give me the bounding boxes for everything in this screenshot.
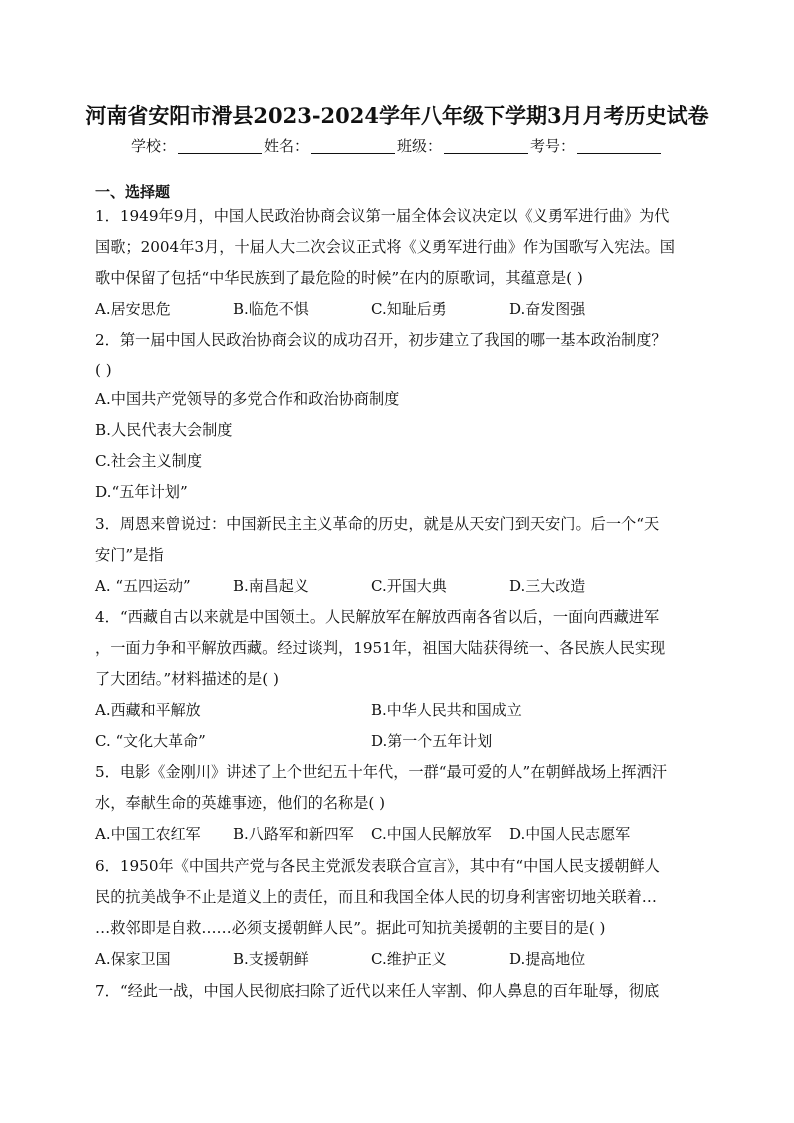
option-b[interactable]: B.八路军和新四军: [233, 825, 354, 843]
option-c[interactable]: C.知耻后勇: [371, 300, 447, 318]
option-c[interactable]: C. “文化大革命”: [95, 732, 206, 750]
option-d[interactable]: D.奋发图强: [509, 300, 586, 318]
option-c[interactable]: C.开国大典: [371, 577, 447, 595]
question-3-line-1: 3．周恩来曾说过：中国新民主主义革命的历史，就是从天安门到天安门。后一个“天: [95, 515, 660, 533]
option-a[interactable]: A.居安思危: [95, 300, 171, 318]
question-7-line-1: 7．“经此一战，中国人民彻底扫除了近代以来任人宰割、仰人鼻息的百年耻辱，彻底: [95, 982, 660, 1000]
school-blank[interactable]: [178, 138, 262, 154]
option-b[interactable]: B.南昌起义: [233, 577, 309, 595]
section-heading: 一、选择题: [95, 183, 171, 201]
question-6-line-3: …救邻即是自救……必须支援朝鲜人民”。据此可知抗美援朝的主要目的是( ): [95, 919, 606, 937]
option-b[interactable]: B.临危不惧: [233, 300, 309, 318]
school-label: 学校：: [130, 137, 176, 155]
question-3-line-2: 安门”是指: [95, 546, 164, 564]
class-blank[interactable]: [444, 138, 528, 154]
name-blank[interactable]: [311, 138, 395, 154]
option-a[interactable]: A.中国工农红军: [95, 825, 201, 843]
option-d[interactable]: D.第一个五年计划: [371, 732, 493, 750]
option-d[interactable]: D.三大改造: [509, 577, 586, 595]
option-b[interactable]: B.人民代表大会制度: [95, 421, 233, 439]
option-c[interactable]: C.维护正义: [371, 950, 447, 968]
question-4-line-1: 4．“西藏自古以来就是中国领土。人民解放军在解放西南各省以后，一面向西藏进军: [95, 608, 660, 626]
option-d[interactable]: D.中国人民志愿军: [509, 825, 631, 843]
class-label: 班级：: [397, 137, 443, 155]
question-6-line-1: 6．1950年《中国共产党与各民主党派发表联合宣言》，其中有“中国人民支援朝鲜人: [95, 857, 660, 875]
question-4-line-2: ，一面力争和平解放西藏。经过谈判，1951年，祖国大陆获得统一、各民族人民实现: [95, 639, 666, 657]
question-1-line-2: 国歌；2004年3月，十届人大二次会议正式将《义勇军进行曲》作为国歌写入宪法。国: [95, 238, 675, 256]
option-a[interactable]: A.西藏和平解放: [95, 701, 201, 719]
option-a[interactable]: A.保家卫国: [95, 950, 171, 968]
question-1-line-3: 歌中保留了包括“中华民族到了最危险的时候”在内的原歌词，其蕴意是( ): [95, 269, 583, 287]
name-label: 姓名：: [263, 137, 309, 155]
question-2-line-1: 2．第一届中国人民政治协商会议的成功召开，初步建立了我国的哪一基本政治制度？: [95, 331, 667, 349]
question-5-line-1: 5．电影《金刚川》讲述了上个世纪五十年代，一群“最可爱的人”在朝鲜战场上挥洒汗: [95, 763, 667, 781]
question-2-line-2: ( ): [95, 361, 112, 379]
question-6-line-2: 民的抗美战争不止是道义上的责任，而且和我国全体人民的切身利害密切地关联着…: [95, 888, 657, 906]
option-d[interactable]: D.提高地位: [509, 950, 586, 968]
exam-title: 河南省安阳市滑县2023-2024学年八年级下学期3月月考历史试卷: [85, 103, 709, 128]
question-5-line-2: 水，奉献生命的英雄事迹，他们的名称是( ): [95, 794, 386, 812]
option-c[interactable]: C.中国人民解放军: [371, 825, 492, 843]
question-1-line-1: 1．1949年9月，中国人民政治协商会议第一届全体会议决定以《义勇军进行曲》为代: [95, 207, 670, 225]
option-d[interactable]: D.“五年计划”: [95, 483, 188, 501]
option-c[interactable]: C.社会主义制度: [95, 452, 203, 470]
option-a[interactable]: A. “五四运动”: [95, 577, 191, 595]
option-a[interactable]: A.中国共产党领导的多党合作和政治协商制度: [95, 390, 400, 408]
question-4-line-3: 了大团结。”材料描述的是( ): [95, 670, 279, 688]
number-label: 考号：: [530, 137, 576, 155]
number-blank[interactable]: [577, 138, 661, 154]
option-b[interactable]: B.支援朝鲜: [233, 950, 309, 968]
student-info-line: [0, 135, 794, 156]
option-b[interactable]: B.中华人民共和国成立: [371, 701, 522, 719]
